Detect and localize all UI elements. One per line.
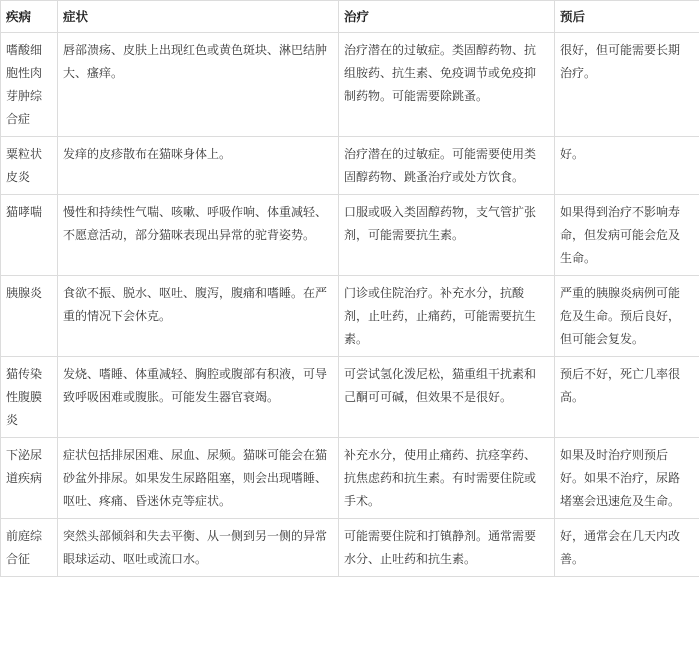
cell-prognosis: 严重的胰腺炎病例可能危及生命。预后良好，但可能会复发。 xyxy=(555,276,699,357)
table-row xyxy=(1,438,699,519)
cell-disease: 胰腺炎 xyxy=(1,276,58,357)
cell-treatment: 可能需要住院和打镇静剂。通常需要水分、止吐药和抗生素。 xyxy=(339,519,555,577)
cell-disease: 猫哮喘 xyxy=(1,195,58,276)
header-symptoms: 症状 xyxy=(58,1,339,33)
table-row xyxy=(1,519,699,577)
cell-symptoms: 发痒的皮疹散布在猫咪身体上。 xyxy=(58,137,339,195)
cell-treatment: 门诊或住院治疗。补充水分，抗酸剂，止吐药，止痛药，可能需要抗生素。 xyxy=(339,276,555,357)
cell-symptoms: 发烧、嗜睡、体重减轻、胸腔或腹部有积液，可导致呼吸困难或腹胀。可能发生器官衰竭。 xyxy=(58,357,339,438)
cell-prognosis: 很好，但可能需要长期治疗。 xyxy=(555,33,699,137)
cell-prognosis: 如果得到治疗不影响寿命，但发病可能会危及生命。 xyxy=(555,195,699,276)
cell-symptoms: 慢性和持续性气喘、咳嗽、呼吸作响、体重减轻、不愿意活动，部分猫咪表现出异常的驼背姿势。 xyxy=(58,195,339,276)
cell-disease: 嗜酸细胞性肉芽肿综合症 xyxy=(1,33,58,137)
cell-treatment: 治疗潜在的过敏症。类固醇药物、抗组胺药、抗生素、免疫调节或免疫抑制药物。可能需要除跳蚤。 xyxy=(339,33,555,137)
cell-symptoms: 突然头部倾斜和失去平衡、从一侧到另一侧的异常眼球运动、呕吐或流口水。 xyxy=(58,519,339,577)
table-header xyxy=(1,1,699,33)
cell-disease: 猫传染性腹膜炎 xyxy=(1,357,58,438)
cell-prognosis: 好，通常会在几天内改善。 xyxy=(555,519,699,577)
cell-disease: 下泌尿道疾病 xyxy=(1,438,58,519)
header-row xyxy=(1,1,699,33)
cell-treatment: 可尝试氢化泼尼松，猫重组干扰素和己酮可可碱，但效果不是很好。 xyxy=(339,357,555,438)
table-row xyxy=(1,276,699,357)
cell-symptoms: 食欲不振、脱水、呕吐、腹泻，腹痛和嗜睡。在严重的情况下会休克。 xyxy=(58,276,339,357)
header-prognosis: 预后 xyxy=(555,1,699,33)
cell-symptoms: 唇部溃疡、皮肤上出现红色或黄色斑块、淋巴结肿大、瘙痒。 xyxy=(58,33,339,137)
header-disease: 疾病 xyxy=(1,1,58,33)
header-treatment: 治疗 xyxy=(339,1,555,33)
cell-prognosis: 如果及时治疗则预后好。如果不治疗，尿路堵塞会迅速危及生命。 xyxy=(555,438,699,519)
cell-treatment: 补充水分，使用止痛药、抗痉挛药、抗焦虑药和抗生素。有时需要住院或手术。 xyxy=(339,438,555,519)
table-row xyxy=(1,357,699,438)
table-row xyxy=(1,33,699,137)
cell-disease: 前庭综合征 xyxy=(1,519,58,577)
cell-prognosis: 预后不好，死亡几率很高。 xyxy=(555,357,699,438)
table-row xyxy=(1,137,699,195)
table-body xyxy=(1,33,699,577)
cell-treatment: 口服或吸入类固醇药物，支气管扩张剂，可能需要抗生素。 xyxy=(339,195,555,276)
cell-symptoms: 症状包括排尿困难、尿血、尿频。猫咪可能会在猫砂盆外排尿。如果发生尿路阻塞，则会出现嗜睡、呕吐、疼痛、昏迷休克等症状。 xyxy=(58,438,339,519)
cell-treatment: 治疗潜在的过敏症。可能需要使用类固醇药物、跳蚤治疗或处方饮食。 xyxy=(339,137,555,195)
cell-prognosis: 好。 xyxy=(555,137,699,195)
cell-disease: 粟粒状皮炎 xyxy=(1,137,58,195)
table-row xyxy=(1,195,699,276)
